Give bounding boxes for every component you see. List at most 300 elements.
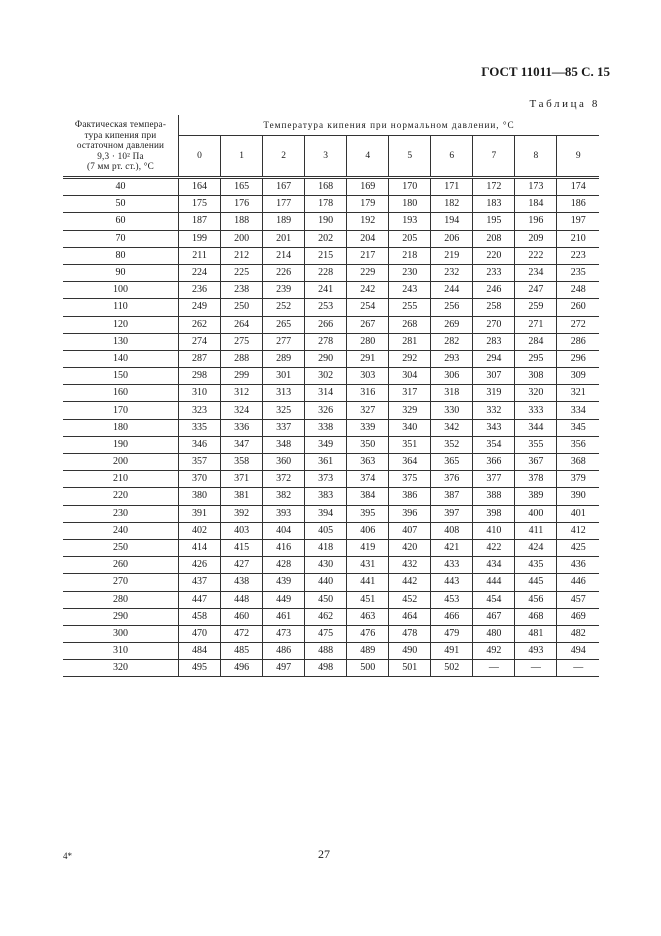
table-row [63,557,599,574]
table-cell: 199 [179,230,221,247]
table-cell: 415 [221,539,263,556]
table-cell: 260 [557,299,599,316]
table-cell: 371 [221,471,263,488]
table-cell: 238 [221,282,263,299]
table-cell: 493 [515,643,557,660]
table-cell: 352 [431,436,473,453]
table-cell: 312 [221,385,263,402]
table-cell: 377 [473,471,515,488]
table-row [63,385,599,402]
table-cell: 473 [263,625,305,642]
table-cell: 336 [221,419,263,436]
table-cell: 498 [305,660,347,677]
table-cell: 354 [473,436,515,453]
table-cell: 395 [347,505,389,522]
table-cell: 325 [263,402,305,419]
table-cell: 280 [347,333,389,350]
table-row [63,436,599,453]
table-cell: 253 [305,299,347,316]
residual-temp-cell: 160 [63,385,179,402]
table-cell: 439 [263,574,305,591]
table-cell: 420 [389,539,431,556]
table-row [63,402,599,419]
table-cell: 421 [431,539,473,556]
table-row [63,230,599,247]
table-cell: 373 [305,471,347,488]
table-row [63,454,599,471]
table-cell: 344 [515,419,557,436]
table-cell: 479 [431,625,473,642]
table-cell: 283 [473,333,515,350]
table-cell: 380 [179,488,221,505]
column-header: 0 [179,136,221,178]
table-cell: 400 [515,505,557,522]
table-cell: 258 [473,299,515,316]
table-cell: 425 [557,539,599,556]
table-cell: 376 [431,471,473,488]
residual-temp-cell: 50 [63,196,179,213]
table-cell: 220 [473,247,515,264]
table-cell: 174 [557,178,599,196]
table-cell: 242 [347,282,389,299]
table-row [63,282,599,299]
table-row [63,522,599,539]
residual-temp-cell: 280 [63,591,179,608]
table-cell: 393 [263,505,305,522]
table-cell: 342 [431,419,473,436]
table-cell: 405 [305,522,347,539]
table-cell: 448 [221,591,263,608]
column-header: 6 [431,136,473,178]
table-cell: 338 [305,419,347,436]
table-cell: 410 [473,522,515,539]
table-cell: 484 [179,643,221,660]
residual-temp-cell: 320 [63,660,179,677]
table-cell: 320 [515,385,557,402]
row-header-line: остаточном давлении [76,140,165,151]
table-cell: 266 [305,316,347,333]
residual-temp-cell: 80 [63,247,179,264]
table-cell: 412 [557,522,599,539]
table-cell: 390 [557,488,599,505]
residual-temp-cell: 190 [63,436,179,453]
table-cell: 175 [179,196,221,213]
table-cell: 319 [473,385,515,402]
table-cell: 427 [221,557,263,574]
table-cell: 278 [305,333,347,350]
table-row [63,471,599,488]
table-cell: 382 [263,488,305,505]
table-cell: 252 [263,299,305,316]
table-row [63,333,599,350]
table-cell: 306 [431,368,473,385]
table-cell: 350 [347,436,389,453]
residual-temp-cell: 230 [63,505,179,522]
table-cell: 296 [557,350,599,367]
table-cell: 398 [473,505,515,522]
table-cell: 407 [389,522,431,539]
table-cell: 291 [347,350,389,367]
table-cell: 357 [179,454,221,471]
table-cell: 389 [515,488,557,505]
table-cell: 495 [179,660,221,677]
table-cell: 182 [431,196,473,213]
table-cell: 209 [515,230,557,247]
table-cell: 190 [305,213,347,230]
table-cell: 361 [305,454,347,471]
table-cell: 476 [347,625,389,642]
residual-temp-cell: 300 [63,625,179,642]
table-cell: 438 [221,574,263,591]
table-cell: 348 [263,436,305,453]
residual-temp-cell: 220 [63,488,179,505]
table-cell: 265 [263,316,305,333]
table-cell: 234 [515,264,557,281]
table-cell: 432 [389,557,431,574]
table-cell: 401 [557,505,599,522]
table-row [63,608,599,625]
table-cell: 346 [179,436,221,453]
table-cell: 387 [431,488,473,505]
table-cell: 294 [473,350,515,367]
table-cell: 460 [221,608,263,625]
table-cell: 489 [347,643,389,660]
table-cell: 364 [389,454,431,471]
table-cell: 419 [347,539,389,556]
table-cell: 176 [221,196,263,213]
table-cell: 463 [347,608,389,625]
table-cell: 381 [221,488,263,505]
table-cell: 406 [347,522,389,539]
table-cell: 396 [389,505,431,522]
table-cell: 347 [221,436,263,453]
table-cell: 370 [179,471,221,488]
residual-temp-cell: 250 [63,539,179,556]
table-cell: 384 [347,488,389,505]
table-cell: 488 [305,643,347,660]
table-cell: 195 [473,213,515,230]
table-cell: 363 [347,454,389,471]
table-cell: 480 [473,625,515,642]
table-cell: 367 [515,454,557,471]
table-cell: 171 [431,178,473,196]
table-cell: 443 [431,574,473,591]
table-cell: 470 [179,625,221,642]
table-cell: 259 [515,299,557,316]
table-cell: 332 [473,402,515,419]
table-cell: 446 [557,574,599,591]
table-cell: 337 [263,419,305,436]
table-cell: 445 [515,574,557,591]
table-cell: 475 [305,625,347,642]
table-row [63,574,599,591]
residual-temp-cell: 70 [63,230,179,247]
table-cell: 180 [389,196,431,213]
table-cell: 173 [515,178,557,196]
table-cell: 388 [473,488,515,505]
table-cell: 449 [263,591,305,608]
column-header: 2 [263,136,305,178]
table-cell: 435 [515,557,557,574]
table-cell: 177 [263,196,305,213]
table-cell: 466 [431,608,473,625]
table-cell: 206 [431,230,473,247]
table-cell: 262 [179,316,221,333]
table-cell: 230 [389,264,431,281]
table-cell: 467 [473,608,515,625]
table-cell: 271 [515,316,557,333]
table-row [63,368,599,385]
residual-temp-cell: 130 [63,333,179,350]
table-cell: 500 [347,660,389,677]
table-cell: 194 [431,213,473,230]
table-cell: — [515,660,557,677]
table-cell: 282 [431,333,473,350]
table-cell: 403 [221,522,263,539]
residual-temp-cell: 60 [63,213,179,230]
table-cell: 316 [347,385,389,402]
table-row [63,591,599,608]
table-cell: 365 [431,454,473,471]
table-cell: 468 [515,608,557,625]
residual-temp-cell: 150 [63,368,179,385]
table-cell: 414 [179,539,221,556]
table-cell: 269 [431,316,473,333]
table-row [63,660,599,677]
table-cell: 188 [221,213,263,230]
table-cell: 339 [347,419,389,436]
table-row [63,196,599,213]
table-row [63,350,599,367]
table-cell: 215 [305,247,347,264]
table-cell: 329 [389,402,431,419]
table-cell: 375 [389,471,431,488]
table-cell: 295 [515,350,557,367]
table-cell: 492 [473,643,515,660]
table-cell: 379 [557,471,599,488]
residual-temp-cell: 180 [63,419,179,436]
table-cell: 250 [221,299,263,316]
table-cell: 187 [179,213,221,230]
table-cell: 450 [305,591,347,608]
residual-temp-cell: 110 [63,299,179,316]
table-cell: 239 [263,282,305,299]
table-cell: 372 [263,471,305,488]
table-cell: 292 [389,350,431,367]
table-cell: 404 [263,522,305,539]
table-cell: 303 [347,368,389,385]
table-cell: 246 [473,282,515,299]
page-number: 27 [318,847,330,861]
table-cell: 457 [557,591,599,608]
table-cell: 225 [221,264,263,281]
table-cell: 335 [179,419,221,436]
boiling-temperature-table [63,115,599,677]
table-cell: 197 [557,213,599,230]
table-cell: 326 [305,402,347,419]
residual-temp-cell: 100 [63,282,179,299]
table-row [63,247,599,264]
table-cell: 452 [389,591,431,608]
table-cell: 248 [557,282,599,299]
table-cell: 444 [473,574,515,591]
table-cell: 497 [263,660,305,677]
table-cell: 469 [557,608,599,625]
table-cell: 288 [221,350,263,367]
table-cell: 461 [263,608,305,625]
column-header: 1 [221,136,263,178]
table-cell: 485 [221,643,263,660]
table-row [63,264,599,281]
table-cell: 178 [305,196,347,213]
table-cell: 374 [347,471,389,488]
table-cell: 235 [557,264,599,281]
table-cell: 224 [179,264,221,281]
document-reference: ГОСТ 11011—85 С. 15 [481,64,610,79]
table-cell: 442 [389,574,431,591]
table-cell: 168 [305,178,347,196]
table-cell: 490 [389,643,431,660]
table-cell: 418 [305,539,347,556]
table-row [63,625,599,642]
table-cell: 284 [515,333,557,350]
residual-temp-cell: 210 [63,471,179,488]
table-row [63,419,599,436]
table-cell: 313 [263,385,305,402]
table-row [63,178,599,196]
table-cell: 241 [305,282,347,299]
table-cell: 481 [515,625,557,642]
row-header-line: Фактическая темпера- [74,119,167,130]
table-cell: 408 [431,522,473,539]
table-cell: 437 [179,574,221,591]
residual-temp-cell: 140 [63,350,179,367]
table-cell: 394 [305,505,347,522]
table-cell: 214 [263,247,305,264]
table-cell: 356 [557,436,599,453]
table-cell: 167 [263,178,305,196]
table-cell: 186 [557,196,599,213]
table-cell: 402 [179,522,221,539]
table-cell: 491 [431,643,473,660]
table-cell: 422 [473,539,515,556]
table-cell: 330 [431,402,473,419]
table-cell: 360 [263,454,305,471]
residual-temp-cell: 310 [63,643,179,660]
table-cell: 334 [557,402,599,419]
column-header: 8 [515,136,557,178]
table-cell: 268 [389,316,431,333]
residual-temp-cell: 200 [63,454,179,471]
table-cell: 200 [221,230,263,247]
table-cell: 441 [347,574,389,591]
table-cell: 219 [431,247,473,264]
table-cell: 249 [179,299,221,316]
table-cell: 205 [389,230,431,247]
table-cell: 226 [263,264,305,281]
table-row [63,539,599,556]
table-cell: 165 [221,178,263,196]
table-cell: 290 [305,350,347,367]
table-cell: 293 [431,350,473,367]
table-cell: 324 [221,402,263,419]
table-cell: 501 [389,660,431,677]
table-cell: 277 [263,333,305,350]
table-cell: 192 [347,213,389,230]
table-cell: 302 [305,368,347,385]
residual-temp-cell: 90 [63,264,179,281]
table-cell: 218 [389,247,431,264]
table-cell: 222 [515,247,557,264]
table-cell: 310 [179,385,221,402]
table-cell: 307 [473,368,515,385]
table-cell: 299 [221,368,263,385]
row-header-cell [63,115,179,178]
table-cell: 255 [389,299,431,316]
table-cell: 478 [389,625,431,642]
table-cell: 392 [221,505,263,522]
table-cell: 333 [515,402,557,419]
table-cell: — [473,660,515,677]
table-cell: 358 [221,454,263,471]
table-cell: 212 [221,247,263,264]
table-cell: 289 [263,350,305,367]
table-cell: 164 [179,178,221,196]
table-cell: 428 [263,557,305,574]
table-row [63,299,599,316]
table-cell: 275 [221,333,263,350]
table-cell: 391 [179,505,221,522]
column-header: 9 [557,136,599,178]
table-cell: 323 [179,402,221,419]
table-cell: 204 [347,230,389,247]
table-cell: 351 [389,436,431,453]
group-header: Температура кипения при нормальном давлении, °С [179,115,600,136]
sheet-mark: 4* [63,851,72,861]
table-cell: 430 [305,557,347,574]
table-cell: 184 [515,196,557,213]
table-cell: 274 [179,333,221,350]
table-cell: 314 [305,385,347,402]
table-cell: 397 [431,505,473,522]
table-cell: 426 [179,557,221,574]
table-row [63,316,599,333]
table-cell: 447 [179,591,221,608]
table-cell: 228 [305,264,347,281]
table-cell: 502 [431,660,473,677]
table-cell: 193 [389,213,431,230]
table-cell: 345 [557,419,599,436]
table-cell: 472 [221,625,263,642]
table-cell: 343 [473,419,515,436]
residual-temp-cell: 240 [63,522,179,539]
table-cell: 309 [557,368,599,385]
table-row [63,643,599,660]
table-cell: 440 [305,574,347,591]
table-cell: 386 [389,488,431,505]
table-cell: 496 [221,660,263,677]
residual-temp-cell: 260 [63,557,179,574]
table-cell: 172 [473,178,515,196]
table-row [63,505,599,522]
table-cell: 456 [515,591,557,608]
table-cell: 355 [515,436,557,453]
table-cell: 318 [431,385,473,402]
table-cell: 451 [347,591,389,608]
table-cell: 383 [305,488,347,505]
table-cell: 349 [305,436,347,453]
table-caption: Таблица 8 [529,98,600,110]
